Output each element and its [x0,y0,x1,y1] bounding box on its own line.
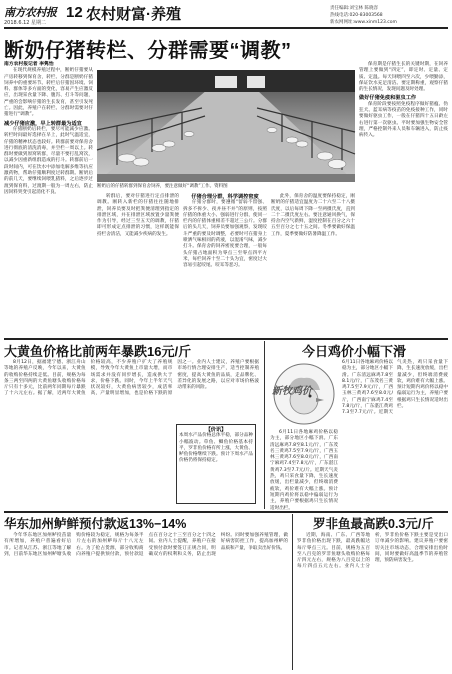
masthead-logo: 南方农村报 [4,6,57,19]
website[interactable]: 新农网网址:www.xinm123.com [330,20,397,25]
right-body-2: 保育阶段要按照免疫程序做好猪瘟、伪狂犬、蓝耳病等疫苗的免疫接种工作，同时要做好驱虫工作，一般在仔猪四十五日龄左右进行第一次驱虫。平时要加强生物安全管理，严格控制外来人员和车辆进入，防止疫病传入。 [359,101,448,139]
section-divider-2 [4,511,448,513]
lead-paragraph: 在现代规模养殖过程中，断奶仔猪要从产房转移到保育舍，转栏、分群是断奶仔猪饲养中的重要环节。转栏后仔猪因环境、饲料、群体等多方面的变化，容易产生应激反应，出现采食量下降、腹泻、打斗等问题，严重的会影响仔猪的生长发育，甚至引发死亡。因此，养殖户在转栏、分群时需要对仔猪进行“调教”。 [4,68,93,118]
bass-headline: 华东加州鲈鲜预付款返13%−14% [4,517,187,531]
main-story-col2 [97,194,179,334]
body-paragraph-2: 转群后，要对仔猪进行定点排泄的调教。刚转入新栏的仔猪往往随地排泄，饲养员要及时把粪便清理到指定的排泄区域，并在排泄区域放置少量粪便作为引导，经过三至五天的调教，仔猪即可形成定点排泄的习惯，这样既能保持栏舍清洁，又能减少疾病的发生。 [97,194,179,237]
editor-credit: 责任编辑:刘宝林 陈晓容 [330,6,378,11]
chicken-price-headline: 今日鸡价小幅下滑 [302,344,407,359]
column-divider [264,341,265,509]
chicken-body-left [270,430,338,511]
page-number: 12 [66,4,83,21]
column-divider-2 [292,514,293,670]
body-paragraph-4: 此外，保育舍的温度要保持稳定，刚断奶的仔猪适宜温度为二十六至二十八摄氏度，以后每周下降一至两摄氏度，直到二十二摄氏度左右。要注意通风换气，保持舍内空气新鲜，湿度控制在百分之六十五至百分之七十五之间。冬季要做好保温工作，夏季要做好防暑降温工作。 [271,194,355,237]
section-title: 农村财富·养殖 [86,6,181,23]
subhead-1: 减少仔猪应激，早上转群最为适宜 [4,120,82,127]
tilapia-text: 近期，海南、广东、广西等地罗非鱼价格出现下跌，最高跌幅达每斤零点三元。目前，规格为五百至八百克的罗非鱼塘头收购价格每斤四元左右，规格为八百克以上的每斤四点五元左右。业内人士分析，罗非鱼价格下跌主要是受出口订单减少的影响。建议养殖户要密切关注市场动态，合理安排出鱼时间，同时要做好高温季节的养殖管理，预防病害发生。 [297,533,448,570]
tilapia-body [297,533,448,669]
chicken-body-right [342,360,448,508]
right-column-top [359,62,448,334]
pig-pen-photo [97,70,355,182]
fish-price-text: 8月12日，据福建宁德、浙江舟山等地的养殖户反映，今年以来，大黄鱼的收购价格持续走低。目前，规格为每条三两至四两的大黄鱼塘头收购价格每斤只有十多元，比前两年同期每斤暴跌了十六元左右。据了解，近两年大黄鱼价格较高，不少养殖户扩大了养殖规模，导致今年大黄鱼上市量大增，而市场需求并没有同步增长，造成供大于求，价格下跌。同时，今年上半年天气状况较好，大黄鱼病害较少，成活率高，产量明显增加，也是价格下跌的原因之一。业内人士建议，养殖户要根据市场行情合理安排生产，适当控制养殖密度，提高大黄鱼的品质，走品牌化、差异化的发展之路，以应对市场价格波动带来的风险。 [4,360,259,397]
byline: 南方农村报记者 李隽怡 [4,62,54,67]
section-divider-1 [4,338,448,340]
hotline: 热线电话:020-83003568 [330,13,383,18]
main-story-col1 [4,62,93,334]
price-info-box [176,424,256,504]
photo-caption: 断奶后的仔猪转群到保育舍饲养，要注意做好“调教”工作。资料图 [97,184,228,189]
body-paragraph-3: 仔猪分群时，要遵循“留弱不留强、拆多不拆少、夜并昼不并”的原则，按照仔猪的体重大小、强弱进行分群，使同一栏内的仔猪体重相差不超过三公斤。分群后的头几天，饲养员要加强观察，发现咬斗严重的要及时调整，必要时可在猪身上喷洒气味相同的药液，以混淆气味，减少打斗。保育舍的饲养密度要合理，一般每头仔猪占地面积为零点三至零点四平方米，每栏饲养十至二十头为宜，密度过大容易引起咬尾、咬耳等恶习。 [183,200,267,269]
price-info-title: 【价讯】 [205,427,227,433]
body-paragraph-1: 仔猪断奶后转栏，要尽可能减少应激。转栏时间最好选择在早上，此时气温适宜，仔猪的精神状态也较好。转群前要对保育舍进行彻底的清洗消毒，并空栏一周以上。转群时要做到原窝转群，尽量不要打乱窝次，以减少因重新组群造成的打斗。转群前后一段时间内，可在饮水中添加电解多维等抗应激药物，帮助仔猪顺利度过转群期。断奶后的前几天，要继续饲喂乳猪料，之后逐步过渡到保育料，过渡期一般为一周左右，防止因饲料突变引起消化不良。 [4,126,93,195]
main-story-col4 [271,194,355,334]
price-info-text: 本周水产品价格总体平稳，部分品种小幅波动。草鱼、鲫鱼价格基本持平，罗非鱼价格有所上涨，大黄鱼、鲈鱼价格继续下跌。预计下周水产品价格仍将保持稳定。 [179,433,253,464]
bass-text: 今年华东地区加州鲈投苗量有所增加，养殖户普遍看好后市。记者从江苏、浙江等地了解到，目前华东地区加州鲈塘头收购价格较为稳定，规格为每条半斤左右的加州鲈每斤十八元左右。为了抢占货源，部分收购商向养殖户提供预付款，预付款返点在百分之十三至百分之十四之间。业内人士提醒，养殖户在接受预付款时要签订正规合同，明确双方的权利和义务，防止出现纠纷。同时要加强养殖管理，做好病害防控工作，提高加州鲈的品质和产量，争取卖出好价钱。 [4,533,288,557]
issue-date: 2018.6.12 星期二 [4,20,47,26]
right-body-1: 保育期是仔猪生长的关键时期，在饲养管理上要做到“四定”，即定时、定量、定质、定温。每天饲喂四至六次，少喂勤添，保证饮水充足清洁。要定期称重，观察仔猪的生长情况，发现问题及时处理。 [359,62,448,93]
chicken-price-text-cont: 6月11日各地麻鸡价格以稳为主，部分地区小幅下滑。广东清远麻鸡7.8至8.1元/斤，广东茂名三黄鸡7.5至7.9元/斤，广西玉林三黄鸡7.6至8.0元/斤，广西南宁麻鸡7.4至7.8元/斤，广东湛江黄鸡7.3至7.7元/斤。近期天气炎热，鸡只采食量下降，生长速度放缓，出栏量减少，但终端消费疲软，鸡价难有大幅上涨。预计短期内鸡价将以稳中偏弱运行为主，养殖户要根据鸡只生长情况适时出栏。 [342,360,448,416]
subhead-2: 仔猪合理分群，科学调控密度 [191,194,259,200]
header-rule [4,27,448,29]
main-story-col3 [183,194,267,334]
chicken-price-text: 6月11日各地麻鸡价格以稳为主，部分地区小幅下滑。广东清远麻鸡7.8至8.1元/斤，广东茂名三黄鸡7.5至7.9元/斤，广西玉林三黄鸡7.6至8.0元/斤，广西南宁麻鸡7.4至7.8元/斤，广东湛江黄鸡7.3至7.7元/斤。近期天气炎热，鸡只采食量下降，生长速度放缓，出栏量减少，但终端消费疲软，鸡价难有大幅上涨。预计短期内鸡价将以稳中偏弱运行为主，养殖户要根据鸡只生长情况适时出栏。 [270,430,338,511]
tilapia-headline: 罗非鱼最高跌0.3元/斤 [313,517,434,531]
main-headline: 断奶仔猪转栏、分群需要“调教” [4,40,292,62]
right-subhead: 做好仔猪免疫和驱虫工作 [359,95,417,102]
bass-body [4,533,288,669]
fish-price-headline: 大黄鱼价格比前两年暴跌16元/斤 [4,344,192,359]
chicken-stamp-text: 新牧鸡价 [272,386,312,397]
